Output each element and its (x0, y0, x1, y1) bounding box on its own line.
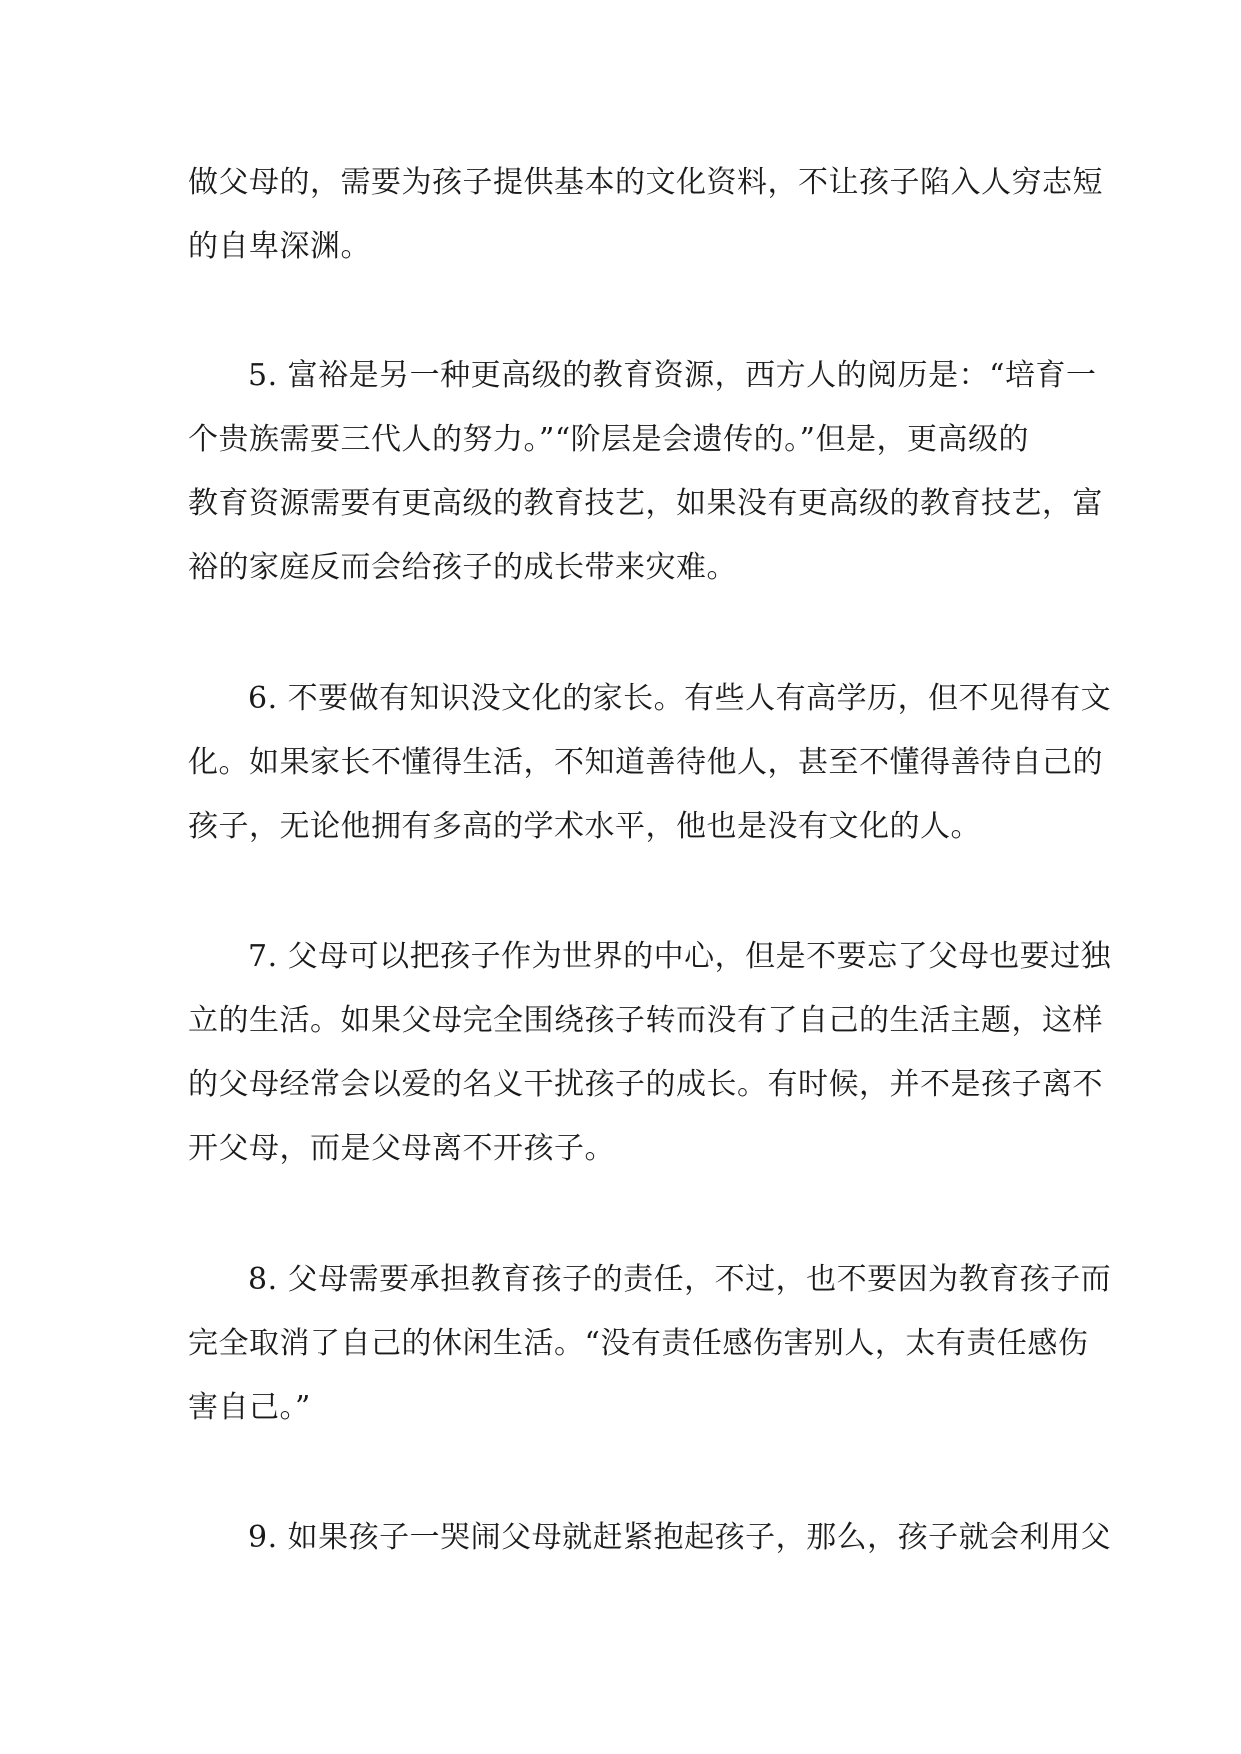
text-line: 6. 不要做有知识没文化的家长。有些人有高学历，但不见得有文 (248, 681, 1112, 716)
text-line: 个贵族需要三代人的努力。”“阶层是会遗传的。”但是，更高级的 (188, 422, 1030, 457)
text-line: 害自己。” (188, 1390, 311, 1425)
text-line: 8. 父母需要承担教育孩子的责任，不过，也不要因为教育孩子而 (248, 1262, 1112, 1297)
text-line: 立的生活。如果父母完全围绕孩子转而没有了自己的生活主题，这样 (188, 1003, 1103, 1038)
text-line: 5. 富裕是另一种更高级的教育资源，西方人的阅历是：“培育一 (248, 358, 1097, 393)
text-line: 教育资源需要有更高级的教育技艺，如果没有更高级的教育技艺，富 (188, 486, 1103, 521)
paragraph-item-8 (188, 1248, 1112, 1440)
paragraph-continuation (188, 151, 1103, 279)
paragraph-item-9 (188, 1506, 1112, 1570)
text-line: 化。如果家长不懂得生活，不知道善待他人，甚至不懂得善待自己的 (188, 745, 1103, 780)
text-line: 开父母，而是父母离不开孩子。 (188, 1131, 615, 1166)
paragraph-item-6 (188, 667, 1112, 859)
text-line: 9. 如果孩子一哭闹父母就赶紧抱起孩子，那么，孩子就会利用父 (248, 1520, 1112, 1555)
text-line: 的自卑深渊。 (188, 229, 371, 264)
text-line: 孩子，无论他拥有多高的学术水平，他也是没有文化的人。 (188, 809, 981, 844)
paragraph-item-5 (188, 344, 1103, 600)
text-line: 裕的家庭反而会给孩子的成长带来灾难。 (188, 550, 737, 585)
paragraph-item-7 (188, 925, 1112, 1181)
text-line: 做父母的，需要为孩子提供基本的文化资料，不让孩子陷入人穷志短 (188, 165, 1103, 200)
text-line: 的父母经常会以爱的名义干扰孩子的成长。有时候，并不是孩子离不 (188, 1067, 1103, 1102)
text-line: 7. 父母可以把孩子作为世界的中心，但是不要忘了父母也要过独 (248, 939, 1112, 974)
text-line: 完全取消了自己的休闲生活。“没有责任感伤害别人，太有责任感伤 (188, 1326, 1089, 1361)
